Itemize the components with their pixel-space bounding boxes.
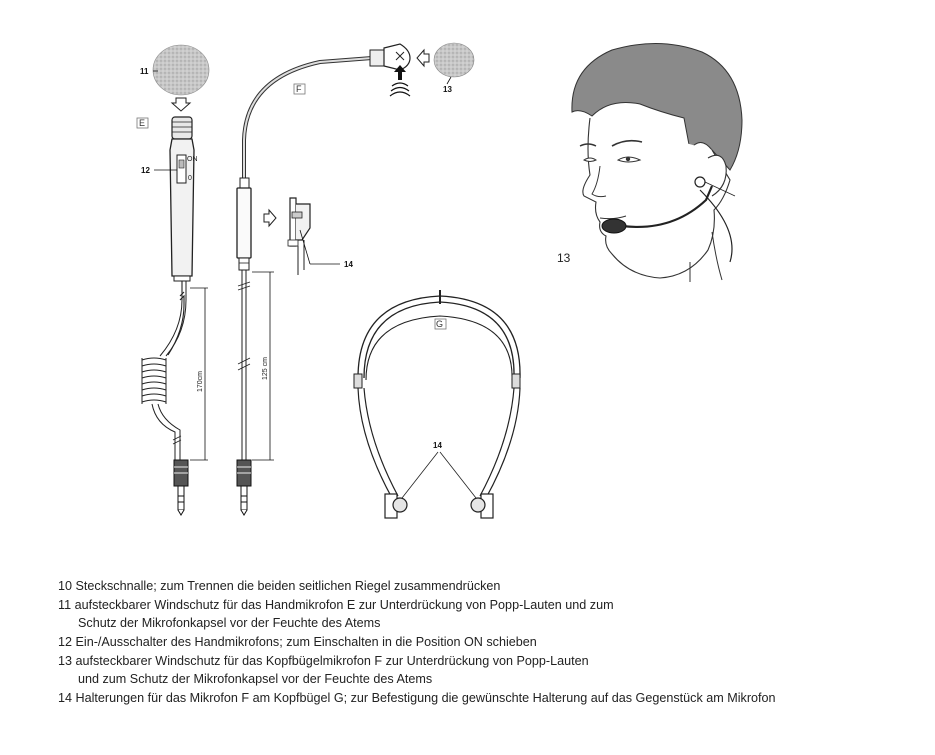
legend-item-14	[58, 689, 918, 707]
callout-11: 11	[140, 67, 149, 76]
callout-14-clip: 14	[344, 260, 353, 269]
windshield-11	[153, 45, 209, 95]
arrow-down-icon	[172, 98, 190, 111]
legend-line-cont: Schutz der Mikrofonkapsel vor der Feuchte des Atems	[78, 616, 381, 630]
dimension-hand-cable: 170cm	[197, 370, 204, 392]
legend-item-10	[58, 577, 918, 595]
box-label-E: E	[139, 118, 146, 128]
legend-line: 13 aufsteckbarer Windschutz für das Kopfbügelmikrofon F zur Unterdrückung von Popp-Lauten	[58, 654, 589, 668]
windshield-13	[434, 43, 474, 77]
callout-14-headband: 14	[433, 441, 442, 450]
switch-off-mark: 0	[188, 175, 192, 182]
legend-line-cont: und zum Schutz der Mikrofonkapsel vor der Feuchte des Atems	[78, 672, 433, 686]
legend-line: 14 Halterungen für das Mikrofon F am Kopfbügel G; zur Befestigung die gewünschte Halterung auf das Gegenstück am Mikrofon	[58, 691, 776, 705]
legend	[58, 577, 918, 708]
switch-on-mark: ON	[187, 156, 198, 163]
arrow-left-icon	[417, 50, 429, 66]
legend-item-13	[58, 652, 918, 688]
legend-item-12	[58, 633, 918, 651]
legend-line: 12 Ein-/Ausschalter des Handmikrofons; zum Einschalten in die Position ON schieben	[58, 635, 537, 649]
power-switch-12	[177, 155, 186, 183]
callout-12: 12	[141, 166, 150, 175]
box-label-G: G	[436, 319, 444, 329]
legend-item-11	[58, 596, 918, 632]
legend-line: 10 Steckschnalle; zum Trennen die beiden seitlichen Riegel zusammendrücken	[58, 579, 501, 593]
hand-microphone	[137, 45, 209, 515]
legend-line: 11 aufsteckbarer Windschutz für das Handmikrofon E zur Unterdrückung von Popp-Lauten und zum	[58, 598, 614, 612]
callout-13: 13	[443, 85, 452, 94]
person-wearing-headset	[572, 43, 742, 282]
callout-13-person: 13	[557, 251, 571, 265]
arrow-right-icon	[264, 210, 276, 226]
coiled-cable	[142, 358, 166, 404]
dimension-head-cable: 125 cm	[262, 357, 269, 380]
box-label-F: F	[296, 84, 302, 94]
